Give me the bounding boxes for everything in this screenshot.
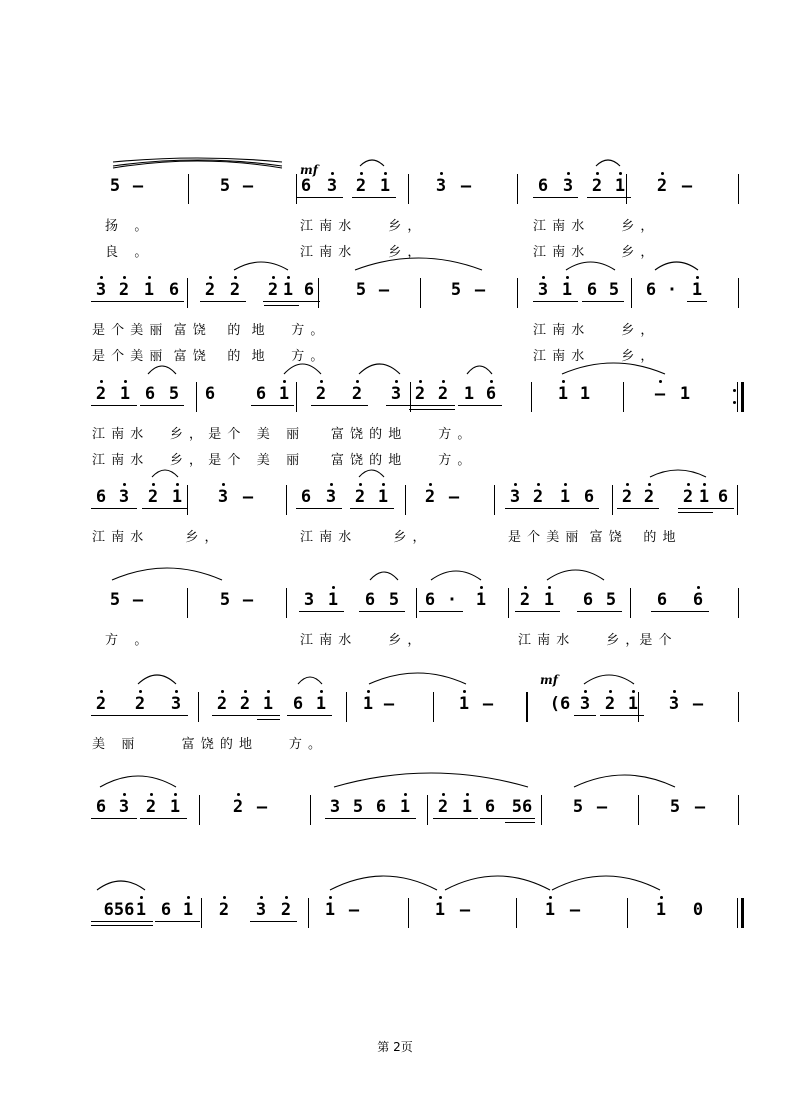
note: 2 <box>355 176 367 196</box>
note: 6 <box>292 694 304 714</box>
note: 2 <box>437 384 449 404</box>
slur <box>655 262 698 270</box>
note: 2 <box>656 176 668 196</box>
slur <box>445 876 550 890</box>
note: 6 <box>300 487 312 507</box>
slur <box>584 675 634 684</box>
note: 5 <box>219 176 231 196</box>
note: 2 <box>532 487 544 507</box>
note: 1 <box>143 280 155 300</box>
note: 6 <box>484 797 496 817</box>
note: – <box>383 694 395 714</box>
note: 2 <box>267 280 279 300</box>
note: 1 <box>262 694 274 714</box>
note: 3 <box>509 487 521 507</box>
slur <box>359 470 384 477</box>
slur <box>234 262 288 270</box>
note: 1 <box>434 900 446 920</box>
note: – <box>378 280 390 300</box>
dynamic-mf-2: mf <box>540 673 558 687</box>
note: – <box>482 694 494 714</box>
note: 2 <box>621 487 633 507</box>
slur <box>431 571 481 580</box>
note: 6 <box>204 384 216 404</box>
lyric-line: 江 南 水 乡 ， <box>300 633 422 648</box>
lyric-line: 江 南 水 乡 ， 是 个 美 丽 富 饶 的 地 方 。 <box>92 427 472 442</box>
note: 2 <box>437 797 449 817</box>
note: – <box>256 797 268 817</box>
note: – <box>474 280 486 300</box>
note: 1 <box>119 384 131 404</box>
note: 1 <box>379 176 391 196</box>
note: 1 <box>698 487 710 507</box>
note: 3 <box>326 176 338 196</box>
note: 5 <box>388 590 400 610</box>
note: 5 <box>450 280 462 300</box>
note: – <box>242 176 254 196</box>
lyric-line: 江 南 水 乡 ， 是 个 美 丽 富 饶 的 地 方 。 <box>92 453 472 468</box>
note: 2 <box>232 797 244 817</box>
note: 2 <box>216 694 228 714</box>
note: 6 <box>95 487 107 507</box>
note: – <box>242 487 254 507</box>
note: 2 <box>239 694 251 714</box>
slur <box>360 160 384 166</box>
note: 1 <box>458 694 470 714</box>
note: 1 <box>282 280 294 300</box>
note: – <box>692 694 704 714</box>
note: 2 <box>145 797 157 817</box>
note: 6 <box>364 590 376 610</box>
note: 2 <box>229 280 241 300</box>
note: 2 <box>134 694 146 714</box>
note: 6 <box>375 797 387 817</box>
note: 1 <box>135 900 147 920</box>
slur <box>330 876 437 890</box>
lyric-line: 江 南 水 乡 ， <box>533 323 655 338</box>
note: 2 <box>147 487 159 507</box>
note: 1 <box>475 590 487 610</box>
note: 6 <box>144 384 156 404</box>
slur <box>574 775 675 787</box>
slur <box>369 673 466 684</box>
note: 6 <box>160 900 172 920</box>
lyric-line: 江 南 水 乡 ， <box>300 245 422 260</box>
note: 3 <box>390 384 402 404</box>
note: 3 <box>95 280 107 300</box>
lyric-line: 江 南 水 乡 ， <box>300 530 427 545</box>
note: 1 <box>559 487 571 507</box>
slur <box>112 568 222 580</box>
note: 1 <box>324 900 336 920</box>
note: 5 <box>352 797 364 817</box>
slur <box>355 258 482 270</box>
note: 1 <box>362 694 374 714</box>
note: 1 <box>614 176 626 196</box>
note: 6 <box>485 384 497 404</box>
slur <box>152 470 178 477</box>
note: 6 <box>300 176 312 196</box>
slur <box>566 262 615 270</box>
note: 1 <box>169 797 181 817</box>
note: – <box>569 900 581 920</box>
lyric-line: 江 南 水 乡 ， <box>300 219 422 234</box>
note: – <box>448 487 460 507</box>
slur <box>650 470 706 477</box>
note: 6 <box>424 590 436 610</box>
slur <box>97 881 145 890</box>
lyric-line: 是 个 美 丽 富 饶 的 地 <box>508 530 677 545</box>
note: 2 <box>218 900 230 920</box>
note: 2 <box>424 487 436 507</box>
slur <box>552 876 660 890</box>
lyric-line: 江 南 水 乡 ， <box>533 219 655 234</box>
note: 5 <box>109 176 121 196</box>
note: 3 <box>170 694 182 714</box>
slur <box>148 366 176 374</box>
note: 6 <box>537 176 549 196</box>
note: 1 <box>399 797 411 817</box>
note: 3 <box>562 176 574 196</box>
note: 1 <box>461 797 473 817</box>
note: 5 <box>355 280 367 300</box>
note: 2 <box>519 590 531 610</box>
note: – <box>460 176 472 196</box>
note: 3 <box>325 487 337 507</box>
note: 3 <box>579 694 591 714</box>
note: 5 <box>669 797 681 817</box>
note: 6 <box>168 280 180 300</box>
note: – <box>348 900 360 920</box>
note: · <box>446 590 458 610</box>
note: 3 <box>329 797 341 817</box>
note: 1 <box>543 590 555 610</box>
note: 2 <box>95 384 107 404</box>
slur <box>334 773 528 787</box>
slur <box>562 363 665 374</box>
note: 2 <box>118 280 130 300</box>
note: 6 <box>656 590 668 610</box>
note: 6 <box>645 280 657 300</box>
note: 3 <box>217 487 229 507</box>
note: 3 <box>118 487 130 507</box>
note: 5 <box>605 590 617 610</box>
note: 1 <box>579 384 591 404</box>
lyric-line: 良 。 <box>105 245 149 260</box>
note: – <box>132 590 144 610</box>
note: 1 <box>171 487 183 507</box>
slur <box>298 677 322 684</box>
note: 1 <box>557 384 569 404</box>
note: 2 <box>204 280 216 300</box>
note: 2 <box>591 176 603 196</box>
note: 3 <box>303 590 315 610</box>
note: 5 <box>168 384 180 404</box>
note: 1 <box>463 384 475 404</box>
note: 1 <box>679 384 691 404</box>
slur <box>113 161 282 168</box>
slur <box>370 572 398 580</box>
note: 3 <box>435 176 447 196</box>
note: 1 <box>182 900 194 920</box>
slur <box>100 776 176 787</box>
note: 5 <box>608 280 620 300</box>
slur <box>547 570 604 580</box>
note: 6 <box>255 384 267 404</box>
note: – <box>654 384 666 404</box>
note: 1 <box>691 280 703 300</box>
dynamic-mf-1: mf <box>300 163 318 177</box>
lyric-line: 方 。 <box>105 633 149 648</box>
note: 1 <box>278 384 290 404</box>
note: – <box>596 797 608 817</box>
note: 2 <box>682 487 694 507</box>
slur <box>467 366 492 374</box>
note: – <box>132 176 144 196</box>
lyric-line: 江 南 水 乡 ， <box>92 530 219 545</box>
note: 2 <box>315 384 327 404</box>
lyric-line: 江 南 水 乡 ， <box>533 349 655 364</box>
note: 1 <box>655 900 667 920</box>
note: – <box>694 797 706 817</box>
lyric-line: 江 南 水 乡 ，是 个 <box>518 633 673 648</box>
note: 5 <box>219 590 231 610</box>
note: 3 <box>118 797 130 817</box>
note: 1 <box>315 694 327 714</box>
note: – <box>681 176 693 196</box>
note: 2 <box>280 900 292 920</box>
page-number: 第 2页 <box>377 1040 413 1054</box>
note: 3 <box>255 900 267 920</box>
slur <box>138 675 176 684</box>
note: 1 <box>627 694 639 714</box>
note: – <box>459 900 471 920</box>
note: 2 <box>604 694 616 714</box>
note: 5 <box>109 590 121 610</box>
note: · <box>666 280 678 300</box>
note: 2 <box>95 694 107 714</box>
note: 1 <box>327 590 339 610</box>
slur <box>359 364 400 374</box>
note: 6 <box>582 590 594 610</box>
note: 6 <box>583 487 595 507</box>
note: 1 <box>561 280 573 300</box>
lyric-line: 美 丽 富 饶 的 地 方 。 <box>92 737 323 752</box>
note: 6 <box>692 590 704 610</box>
note: 0 <box>692 900 704 920</box>
note: 1 <box>544 900 556 920</box>
note: 6 <box>586 280 598 300</box>
note: 656 <box>103 900 135 920</box>
note: 56 <box>511 797 533 817</box>
note: 5 <box>572 797 584 817</box>
lyric-line: 是 个 美 丽 富 饶 的 地 方 。 <box>92 349 325 364</box>
note: – <box>242 590 254 610</box>
lyric-line: 江 南 水 乡 ， <box>533 245 655 260</box>
note: 6 <box>717 487 729 507</box>
note: 3 <box>537 280 549 300</box>
note: 3 <box>668 694 680 714</box>
note: 2 <box>643 487 655 507</box>
note: 2 <box>351 384 363 404</box>
note: 1 <box>377 487 389 507</box>
note: 6 <box>95 797 107 817</box>
slur <box>284 364 321 374</box>
note: 2 <box>354 487 366 507</box>
lyric-line: 是 个 美 丽 富 饶 的 地 方 。 <box>92 323 325 338</box>
slur <box>596 160 620 166</box>
lyric-line: 扬 。 <box>105 219 149 234</box>
note: 2 <box>414 384 426 404</box>
note: 6 <box>303 280 315 300</box>
note: (6 <box>549 694 571 714</box>
